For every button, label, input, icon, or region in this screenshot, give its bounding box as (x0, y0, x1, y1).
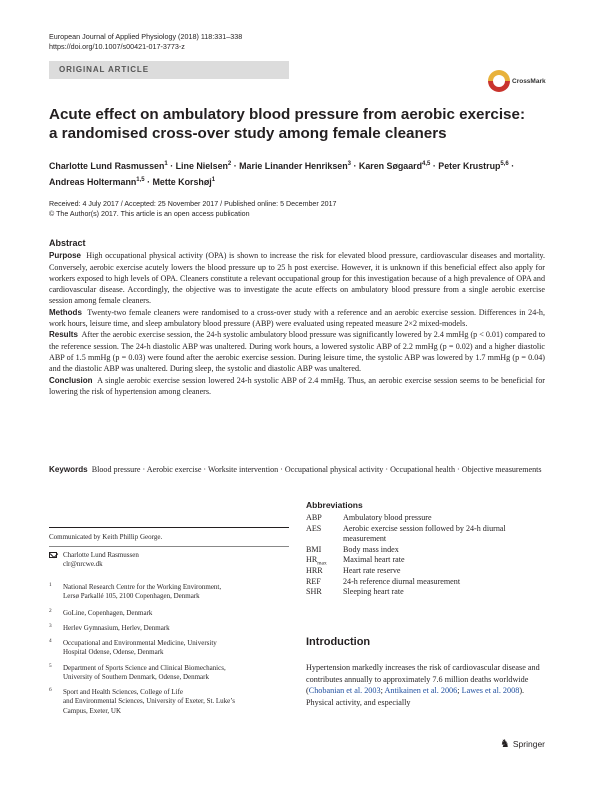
author[interactable]: Peter Krustrup$^{5,6}$ (438, 160, 509, 171)
title-line-1: Acute effect on ambulatory blood pressure from aerobic exercise: (49, 106, 526, 123)
author[interactable]: Charlotte Lund Rasmussen$^1$ (49, 160, 168, 171)
keywords-label: Keywords (49, 465, 88, 474)
abbreviation-row: AES Aerobic exercise session followed by 24-h diurnal measurement (306, 523, 506, 544)
doi-link[interactable]: https://doi.org/10.1007/s00421-017-3773-z (49, 42, 185, 51)
keywords (49, 464, 545, 475)
author[interactable]: Andreas Holtermann$^{1,5}$ (49, 176, 145, 187)
abbreviations-heading: Abbreviations (306, 500, 363, 510)
citation-link[interactable]: Chobanian et al. 2003 (308, 686, 381, 696)
publisher-name: Springer (512, 738, 546, 749)
abbreviation-row: BMI Body mass index (306, 544, 399, 554)
journal-header (49, 32, 242, 52)
abbreviation-row: ABP Ambulatory blood pressure (306, 513, 432, 522)
author[interactable]: Karen Søgaard$^{4,5}$ (358, 160, 431, 171)
footnote-divider (49, 527, 289, 528)
introduction-heading: Introduction (306, 636, 371, 648)
citation-link[interactable]: Lawes et al. 2008 (461, 686, 520, 696)
contact-email[interactable]: clr@nrcwe.dk (63, 560, 103, 568)
abstract-conclusion: Conclusion A single aerobic exercise session lowered 24-h systolic ABP of 2.4 mmHg. Thus, an aerobic exercise session seems to be beneficial for lowering the risk of hypertension among cleaners. (49, 375, 545, 396)
journal-citation: European Journal of Applied Physiology (2018) 118:331–338 (49, 32, 243, 41)
purpose-label: Purpose (49, 251, 82, 261)
results-label: Results (49, 330, 78, 340)
crossmark-badge[interactable] (488, 70, 558, 96)
author[interactable]: Line Nielsen$^2$ (175, 160, 232, 171)
publisher-logo (500, 737, 545, 750)
crossmark-label: CrossMark (512, 78, 546, 85)
contact-divider (49, 546, 289, 547)
publication-dates (49, 199, 336, 219)
introduction-text: Hypertension markedly increases the risk of cardiovascular disease and contributes annually to approximately 7.6 million deaths worldwide (Chobanian et al. 2003; Antikainen et al. 2006; Lawes et al. 2008). Physical activity, and especially (306, 663, 540, 707)
article-type-banner (49, 61, 289, 79)
abbreviation-row: $HR_{max}$ Maximal heart rate (306, 555, 405, 567)
dates-line: Received: 4 July 2017 / Accepted: 25 November 2017 / Published online: 5 December 2017 (49, 200, 337, 208)
methods-label: Methods (49, 307, 82, 317)
abstract-methods: Methods Twenty-two female cleaners were randomised to a cross-over study with a reference and an aerobic exercise session. Differences in 24-h, work hours, leisure time, and sleep ambulatory blood pressure (ABP) were evaluated using repeated measure 2×2 mixed-models. (49, 307, 545, 329)
article-type-label: ORIGINAL ARTICLE (59, 65, 149, 74)
author[interactable]: Marie Linander Henriksen$^3$ (239, 160, 352, 171)
abstract (49, 238, 545, 397)
conclusion-label: Conclusion (49, 375, 93, 385)
springer-horse-icon: ♞ (500, 738, 510, 750)
author-list: Charlotte Lund Rasmussen$^1$ · Line Nielsen$^2$ · Marie Linander Henriksen$^3$ · Karen Søgaard$^{4,5}$ · Peter Krustrup$^{5,6}$ · Andreas Holtermann$^{1,5}$ · Mette Korshøj$^1$ (49, 160, 515, 187)
keywords-text: Blood pressure · Aerobic exercise · Worksite intervention · Occupational physical activity · Occupational health · Objective measurements (91, 465, 542, 474)
author[interactable]: Mette Korshøj$^1$ (152, 176, 216, 187)
article-title (49, 105, 549, 143)
abstract-heading: Abstract (49, 238, 86, 248)
abstract-purpose: Purpose High occupational physical activity (OPA) is shown to increase the risk for elevated blood pressure, cardiovascular diseases and mortality. Conversely, aerobic exercise acutely lowers the blood pressure up to 25 h post exercise. However, it is unknown if this beneficial effect also apply for workers exposed to high levels of OPA. Cleaners constitute a relevant occupational group for this investigation because of a high prevalence of OPA and cardiovascular disease. Accordingly, the objective was to investigate the acute effects on ambulatory blood pressure from a single aerobic exercise session among female cleaners. (49, 251, 545, 306)
abbreviations (306, 500, 551, 598)
title-line-2: a randomised cross-over study among female cleaners (49, 125, 447, 142)
crossmark-icon (488, 70, 510, 92)
copyright-line: © The Author(s) 2017. This article is an open access publication (49, 210, 250, 218)
abbreviation-row: SHR Sleeping heart rate (306, 587, 404, 597)
citation-link[interactable]: Antikainen et al. 2006 (384, 686, 458, 696)
contact-name: Charlotte Lund Rasmussen (63, 551, 139, 559)
abstract-results: Results After the aerobic exercise session, the 24-h systolic ambulatory blood pressure was significantly lowered by 2.4 mmHg (p < 0.01) compared to the reference session. The 24-h diastolic ABP was unaltered. During work hours, a lowered systolic ABP of 2.2 mmHg (p = 0.02) and a higher diastolic ABP of 1.5 mmHg (p = 0.03) were found after the aerobic exercise session. During leisure time, the systolic ABP was lowered by 1.7 mmHg (p = 0.04) and the diastolic ABP was unaltered. During sleep, the systolic and diastolic ABP was unaltered. (49, 330, 545, 374)
abbreviation-row: REF 24-h reference diurnal measurement (306, 576, 461, 586)
envelope-icon (49, 552, 57, 558)
abbreviation-row: HRR Heart rate reserve (306, 565, 401, 575)
communicated-by: Communicated by Keith Phillip George. (49, 533, 163, 541)
